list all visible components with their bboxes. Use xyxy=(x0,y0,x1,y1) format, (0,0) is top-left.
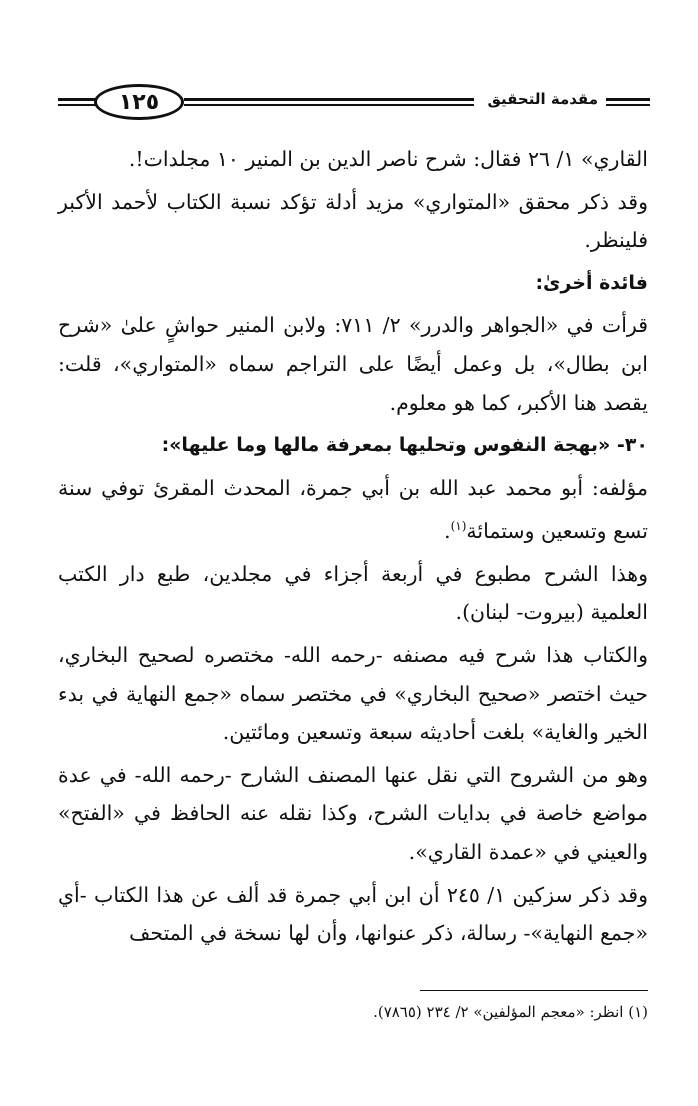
page-body xyxy=(58,140,648,953)
paragraph-edition: وهذا الشرح مطبوع في أربعة أجزاء في مجلدين، طبع دار الكتب العلمية (بيروت- لبنان). xyxy=(58,561,648,625)
section-heading-note: فائدة أخرىٰ: xyxy=(535,271,648,294)
page-number-badge xyxy=(94,84,184,120)
page-number: ١٢٥ xyxy=(118,89,160,115)
author-text: مؤلفه: أبو محمد عبد الله بن أبي جمرة، المحدث المقرئ توفي سنة تسع وتسعين وستمائة xyxy=(58,475,648,544)
paragraph-2: وقد ذكر محقق «المتواري» مزيد أدلة تؤكد نسبة الكتاب لأحمد الأكبر فلينظر. xyxy=(58,189,648,253)
header-rule-left xyxy=(58,98,96,101)
running-title: مقدمة التحقيق xyxy=(474,90,602,108)
page-header xyxy=(58,80,650,128)
paragraph-3: قرأت في «الجواهر والدرر» ٢/ ٧١١: ولابن المنير حواشٍ علىٰ «شرح ابن بطال»، بل وعمل أيضًا على التراجم سماه «المتواري»، قلت: يقصد هنا الأكبر، كما هو معلوم. xyxy=(58,313,648,415)
paragraph-sources: وهو من الشروح التي نقل عنها المصنف الشارح -رحمه الله- في عدة مواضع خاصة في بدايات الشرح، وكذا نقله عنه الحافظ في «الفتح» والعيني في «عمدة القاري». xyxy=(58,762,648,864)
footnote: (١) انظر: «معجم المؤلفين» ٢/ ٢٣٤ (٧٨٦٥). xyxy=(373,1003,648,1021)
paragraph-sezgin: وقد ذكر سزكين ١/ ٢٤٥ أن ابن أبي جمرة قد ألف عن هذا الكتاب -أي «جمع النهاية»- رسالة، ذكر عنوانها، وأن لها نسخة في المتحف xyxy=(58,882,648,946)
header-rule-right-thin xyxy=(606,104,650,106)
entry-heading-30: ٣٠- «بهجة النفوس وتحليها بمعرفة مالها وما عليها»: xyxy=(161,434,648,457)
header-rule-right xyxy=(606,98,650,101)
paragraph-1: القاري» ١/ ٢٦ فقال: شرح ناصر الدين بن المنير ١٠ مجلدات!. xyxy=(128,147,648,171)
footnote-marker: (١) xyxy=(450,519,467,534)
footnote-separator xyxy=(420,990,648,991)
paragraph-book: والكتاب هذا شرح فيه مصنفه -رحمه الله- مختصره لصحيح البخاري، حيث اختصر «صحيح البخاري» في مختصر سماه «جمع النهاية في بدء الخير والغاية» بلغت أحاديثه سبعة وتسعين ومائتين. xyxy=(58,642,648,745)
paragraph-author: مؤلفه: أبو محمد عبد الله بن أبي جمرة، المحدث المقرئ توفي سنة تسع وتسعين وستمائة$^{(١)}$. xyxy=(58,475,648,544)
header-rule-left-thin xyxy=(58,104,96,106)
